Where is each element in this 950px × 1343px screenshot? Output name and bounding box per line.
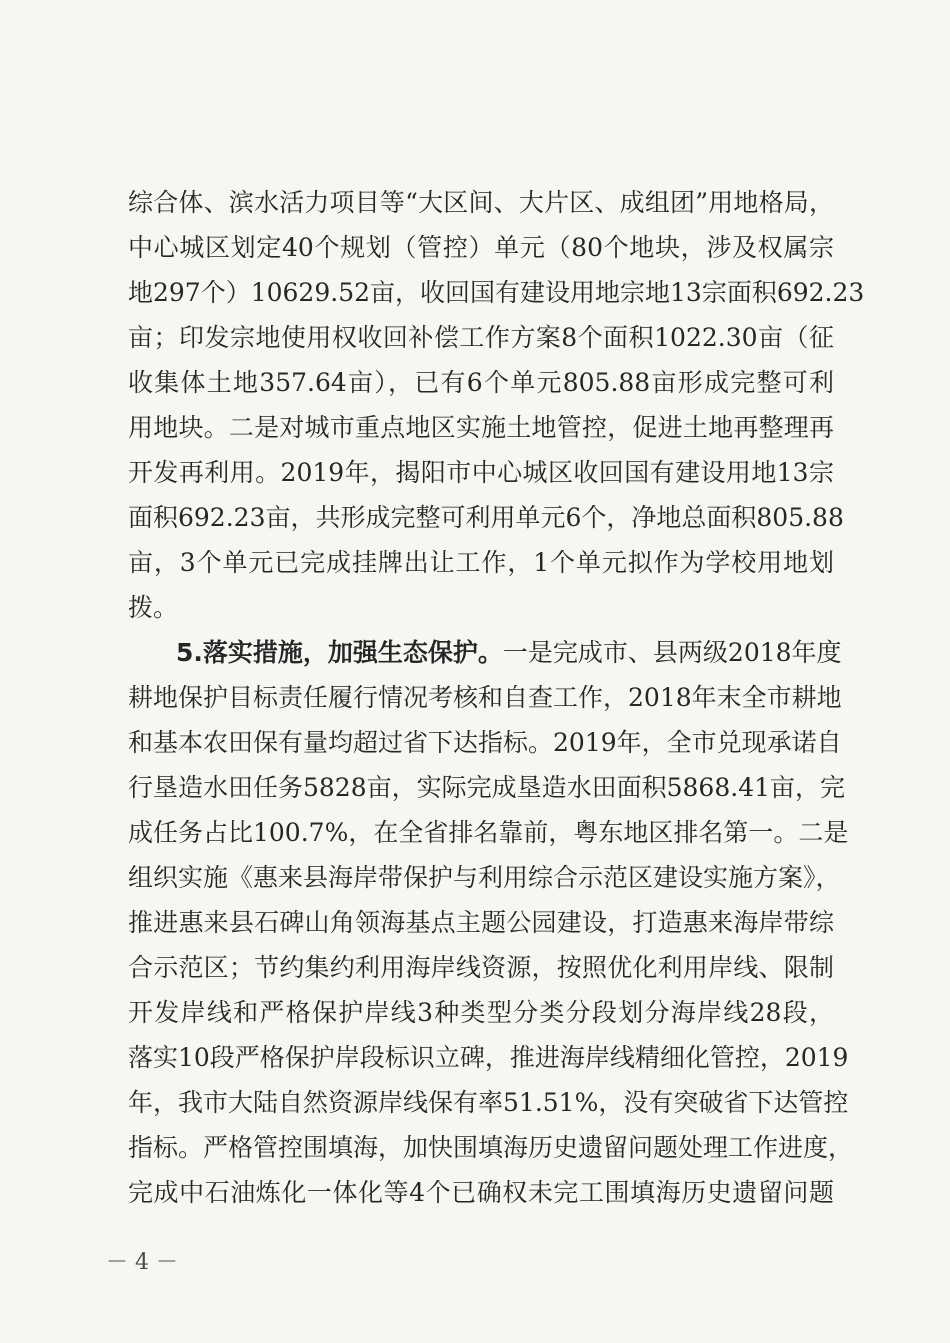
text-line: 成任务占比100.7%，在全省排名靠前，粤东地区排名第一。二是 (128, 818, 849, 847)
text-line: 地297个）10629.52亩，收回国有建设用地宗地13宗面积692.23 (128, 278, 865, 307)
text-line: 面积692.23亩，共形成完整可利用单元6个，净地总面积805.88 (128, 503, 844, 532)
section-heading: 5.落实措施，加强生态保护。 (176, 638, 503, 667)
text-line: 用地块。二是对城市重点地区实施土地管控，促进土地再整理再 (128, 413, 834, 442)
text-span: 一是完成市、县两级2018年度 (502, 638, 842, 667)
text-line: 和基本农田保有量均超过省下达指标。2019年，全市兑现承诺自 (128, 728, 842, 757)
text-line: 收集体土地357.64亩），已有6个单元805.88亩形成完整可利 (128, 368, 834, 397)
text-line: 开发再利用。2019年，揭阳市中心城区收回国有建设用地13宗 (128, 458, 834, 487)
text-line: 拨。 (128, 593, 179, 622)
text-line: 综合体、滨水活力项目等“大区间、大片区、成组团”用地格局， (128, 188, 834, 217)
text-line: 合示范区；节约集约利用海岸线资源，按照优化利用岸线、限制 (128, 953, 834, 982)
page-number: － 4 － (106, 1250, 178, 1275)
text-line: 开发岸线和严格保护岸线3种类型分类分段划分海岸线28段， (128, 998, 834, 1027)
text-line: 完成中石油炼化一体化等4个已确权未完工围填海历史遗留问题 (128, 1178, 834, 1207)
text-line: 组织实施《惠来县海岸带保护与利用综合示范区建设实施方案》， (128, 863, 841, 892)
text-line: 落实10段严格保护岸段标识立碑，推进海岸线精细化管控，2019 (128, 1043, 849, 1072)
text-line: 中心城区划定40个规划（管控）单元（80个地块，涉及权属宗 (128, 233, 834, 262)
paragraph-2-first-line (176, 630, 842, 675)
text-line: 推进惠来县石碑山角领海基点主题公园建设，打造惠来海岸带综 (128, 908, 834, 937)
text-line: 年，我市大陆自然资源岸线保有率51.51%，没有突破省下达管控 (128, 1088, 849, 1117)
text-line: 亩；印发宗地使用权收回补偿工作方案8个面积1022.30亩（征 (128, 323, 834, 352)
text-line: 亩，3个单元已完成挂牌出让工作，1个单元拟作为学校用地划 (128, 548, 834, 577)
text-line: 耕地保护目标责任履行情况考核和自查工作，2018年末全市耕地 (128, 683, 842, 712)
text-line: 行垦造水田任务5828亩，实际完成垦造水田面积5868.41亩，完 (128, 773, 846, 802)
text-line: 指标。严格管控围填海，加快围填海历史遗留问题处理工作进度， (128, 1133, 854, 1162)
